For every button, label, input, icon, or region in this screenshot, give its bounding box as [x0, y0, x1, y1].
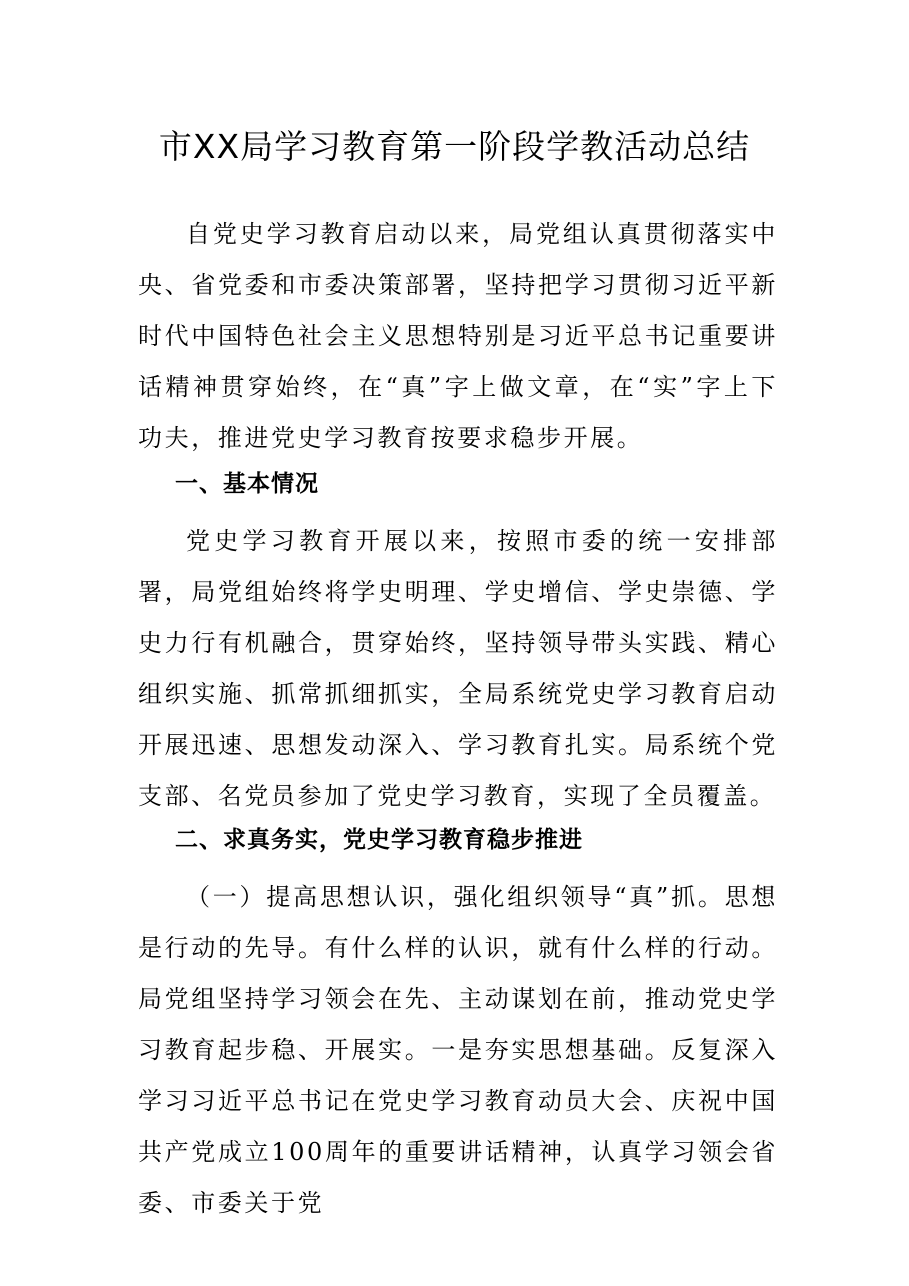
intro-paragraph: 自党史学习教育启动以来，局党组认真贯彻落实中央、省党委和市委决策部署，坚持把学习贯彻习近平新时代中国特色社会主义思想特别是习近平总书记重要讲话精神贯穿始终，在“真”字上做文章，在“实”字上下功夫，推进党史学习教育按要求稳步开展。 [138, 220, 778, 452]
progress-paragraph: （一）提高思想认识，强化组织领导“真”抓。思想是行动的先导。有什么样的认识，就有什么样的行动。局党组坚持学习领会在先、主动谋划在前，推动党史学习教育起步稳、开展实。一是夯实思想基础。反复深入学习习近平总书记在党史学习教育动员大会、庆祝中国共产党成立100周年的重要讲话精神，认真学习领会省委、市委关于党 [138, 883, 778, 1217]
document-title: 市XX局学习教育第一阶段学教活动总结 [158, 127, 751, 166]
section-heading-basic-situation: 一、基本情况 [175, 471, 319, 497]
basic-situation-paragraph: 党史学习教育开展以来，按照市委的统一安排部署，局党组始终将学史明理、学史增信、学史崇德、学史力行有机融合，贯穿始终，坚持领导带头实践、精心组织实施、抓常抓细抓实，全局系统党史学习教育启动开展迅速、思想发动深入、学习教育扎实。局系统个党支部、名党员参加了党史学习教育，实现了全员覆盖。 [138, 527, 778, 810]
section-heading-progress: 二、求真务实，党史学习教育稳步推进 [175, 827, 583, 853]
